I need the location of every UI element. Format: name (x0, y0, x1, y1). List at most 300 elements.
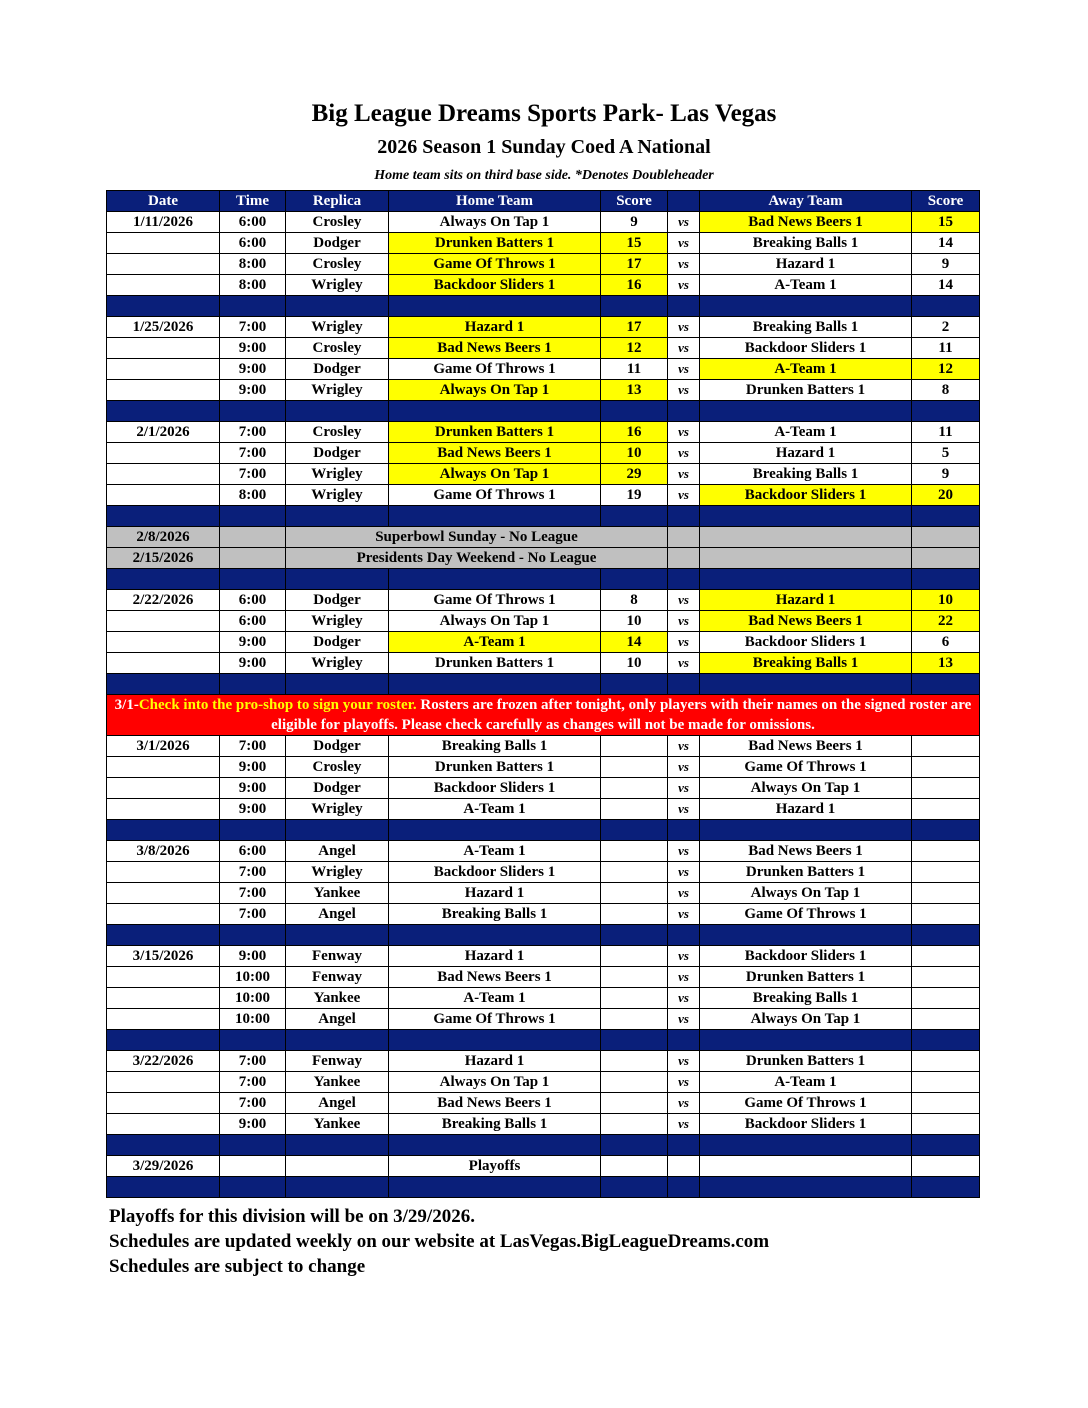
away-team: Backdoor Sliders 1 (700, 485, 912, 506)
vs-label: vs (668, 275, 700, 296)
game-field: Wrigley (286, 380, 389, 401)
away-team: Breaking Balls 1 (700, 464, 912, 485)
away-score: 9 (912, 464, 980, 485)
game-field: Wrigley (286, 485, 389, 506)
separator-cell (700, 569, 912, 590)
away-team: Hazard 1 (700, 590, 912, 611)
game-time: 6:00 (220, 590, 286, 611)
separator-cell (286, 1135, 389, 1156)
home-team: Hazard 1 (389, 317, 601, 338)
home-score: 10 (601, 611, 668, 632)
away-score: 6 (912, 632, 980, 653)
separator-cell (286, 820, 389, 841)
away-team: A-Team 1 (700, 359, 912, 380)
separator-cell (601, 674, 668, 695)
empty-cell (700, 548, 912, 569)
vs-label: vs (668, 212, 700, 233)
game-row (107, 275, 980, 296)
vs-label: vs (668, 464, 700, 485)
separator-cell (389, 1030, 601, 1051)
separator-cell (389, 1177, 601, 1198)
separator-cell (220, 674, 286, 695)
home-team: Hazard 1 (389, 1051, 601, 1072)
vs-label: vs (668, 338, 700, 359)
game-row (107, 778, 980, 799)
vs-label: vs (668, 1072, 700, 1093)
away-team: Bad News Beers 1 (700, 736, 912, 757)
game-field: Dodger (286, 590, 389, 611)
away-team: Always On Tap 1 (700, 778, 912, 799)
game-row (107, 862, 980, 883)
home-team: Hazard 1 (389, 883, 601, 904)
away-score: 15 (912, 212, 980, 233)
home-score (601, 1009, 668, 1030)
separator-row (107, 401, 980, 422)
game-row (107, 485, 980, 506)
separator-cell (286, 1177, 389, 1198)
away-team: Breaking Balls 1 (700, 653, 912, 674)
game-field: Wrigley (286, 464, 389, 485)
empty-cell (912, 527, 980, 548)
game-row (107, 359, 980, 380)
home-score: 16 (601, 422, 668, 443)
vs-label: vs (668, 778, 700, 799)
game-date (107, 1114, 220, 1135)
game-time: 6:00 (220, 233, 286, 254)
vs-label: vs (668, 904, 700, 925)
game-time: 9:00 (220, 799, 286, 820)
vs-label: vs (668, 1009, 700, 1030)
game-date (107, 799, 220, 820)
game-date (107, 988, 220, 1009)
away-team: Game Of Throws 1 (700, 904, 912, 925)
home-score: 13 (601, 380, 668, 401)
game-date: 3/1/2026 (107, 736, 220, 757)
home-team: A-Team 1 (389, 841, 601, 862)
game-date (107, 862, 220, 883)
empty-cell (668, 1156, 700, 1177)
game-row (107, 212, 980, 233)
separator-cell (389, 296, 601, 317)
away-team: Backdoor Sliders 1 (700, 632, 912, 653)
separator-cell (700, 820, 912, 841)
home-team: A-Team 1 (389, 799, 601, 820)
separator-cell (912, 1177, 980, 1198)
separator-row (107, 925, 980, 946)
home-score (601, 862, 668, 883)
away-score: 2 (912, 317, 980, 338)
home-score (601, 946, 668, 967)
away-team: Drunken Batters 1 (700, 862, 912, 883)
game-time: 8:00 (220, 485, 286, 506)
game-field: Crosley (286, 338, 389, 359)
game-field: Yankee (286, 883, 389, 904)
away-score: 22 (912, 611, 980, 632)
away-team: Hazard 1 (700, 443, 912, 464)
empty-cell (668, 548, 700, 569)
separator-cell (912, 401, 980, 422)
no-league-row (107, 548, 980, 569)
away-team: Bad News Beers 1 (700, 841, 912, 862)
game-date: 3/22/2026 (107, 1051, 220, 1072)
game-time: 7:00 (220, 443, 286, 464)
playoffs-row (107, 1156, 980, 1177)
game-date (107, 1093, 220, 1114)
vs-label: vs (668, 317, 700, 338)
empty-cell (700, 1156, 912, 1177)
separator-cell (286, 569, 389, 590)
game-row (107, 464, 980, 485)
separator-cell (668, 401, 700, 422)
home-team: Always On Tap 1 (389, 380, 601, 401)
home-team: Always On Tap 1 (389, 464, 601, 485)
home-team: Game Of Throws 1 (389, 254, 601, 275)
separator-cell (220, 401, 286, 422)
game-row (107, 422, 980, 443)
home-team: Breaking Balls 1 (389, 904, 601, 925)
separator-cell (668, 569, 700, 590)
separator-cell (668, 1135, 700, 1156)
vs-label: vs (668, 632, 700, 653)
separator-cell (107, 1177, 220, 1198)
separator-cell (601, 1135, 668, 1156)
game-row (107, 1114, 980, 1135)
game-time: 9:00 (220, 359, 286, 380)
home-team: Backdoor Sliders 1 (389, 275, 601, 296)
separator-cell (912, 569, 980, 590)
game-row (107, 254, 980, 275)
home-score (601, 967, 668, 988)
separator-cell (700, 1135, 912, 1156)
game-field: Yankee (286, 988, 389, 1009)
home-team: Game Of Throws 1 (389, 485, 601, 506)
separator-cell (107, 401, 220, 422)
separator-cell (912, 674, 980, 695)
game-row (107, 632, 980, 653)
vs-label: vs (668, 380, 700, 401)
away-team: Game Of Throws 1 (700, 1093, 912, 1114)
separator-cell (389, 674, 601, 695)
empty-cell (601, 1156, 668, 1177)
away-team: A-Team 1 (700, 1072, 912, 1093)
vs-label: vs (668, 862, 700, 883)
schedule-table (106, 190, 980, 1198)
separator-cell (700, 401, 912, 422)
away-score (912, 1093, 980, 1114)
game-date (107, 233, 220, 254)
separator-cell (912, 820, 980, 841)
home-team: Drunken Batters 1 (389, 233, 601, 254)
home-team: Bad News Beers 1 (389, 338, 601, 359)
away-score: 11 (912, 338, 980, 359)
game-field: Fenway (286, 967, 389, 988)
empty-cell (286, 1156, 389, 1177)
notice-date: 3/1- (114, 697, 139, 713)
roster-notice-row (107, 695, 980, 736)
separator-cell (668, 674, 700, 695)
game-date (107, 380, 220, 401)
away-score: 8 (912, 380, 980, 401)
home-score (601, 1072, 668, 1093)
home-score: 17 (601, 254, 668, 275)
home-team: Bad News Beers 1 (389, 443, 601, 464)
away-score: 13 (912, 653, 980, 674)
empty-cell (912, 1156, 980, 1177)
game-row (107, 653, 980, 674)
away-team: A-Team 1 (700, 422, 912, 443)
separator-cell (286, 506, 389, 527)
game-time: 7:00 (220, 422, 286, 443)
away-team: Game Of Throws 1 (700, 757, 912, 778)
empty-cell (700, 527, 912, 548)
header-row (107, 191, 980, 212)
separator-cell (286, 296, 389, 317)
vs-label: vs (668, 485, 700, 506)
game-time: 6:00 (220, 611, 286, 632)
game-date (107, 883, 220, 904)
game-date: 3/15/2026 (107, 946, 220, 967)
home-team: A-Team 1 (389, 988, 601, 1009)
roster-notice (107, 695, 980, 736)
vs-label: vs (668, 233, 700, 254)
separator-row (107, 1030, 980, 1051)
home-score (601, 736, 668, 757)
home-team: Always On Tap 1 (389, 611, 601, 632)
game-row (107, 338, 980, 359)
empty-cell (912, 548, 980, 569)
away-team: A-Team 1 (700, 275, 912, 296)
away-team: Hazard 1 (700, 799, 912, 820)
game-date: 1/25/2026 (107, 317, 220, 338)
empty-cell (220, 548, 286, 569)
game-row (107, 883, 980, 904)
game-field: Yankee (286, 1114, 389, 1135)
separator-cell (107, 1030, 220, 1051)
home-team: Game Of Throws 1 (389, 359, 601, 380)
away-score (912, 736, 980, 757)
away-score (912, 1072, 980, 1093)
vs-label: vs (668, 757, 700, 778)
separator-cell (220, 506, 286, 527)
game-field: Dodger (286, 736, 389, 757)
separator-cell (389, 569, 601, 590)
away-team: Drunken Batters 1 (700, 1051, 912, 1072)
away-team: Backdoor Sliders 1 (700, 338, 912, 359)
vs-label: vs (668, 841, 700, 862)
game-date (107, 1072, 220, 1093)
separator-cell (286, 1030, 389, 1051)
home-score (601, 1114, 668, 1135)
game-field: Crosley (286, 254, 389, 275)
game-time: 7:00 (220, 1051, 286, 1072)
separator-cell (668, 1030, 700, 1051)
schedule-body (107, 212, 980, 1198)
separator-cell (389, 401, 601, 422)
separator-cell (601, 569, 668, 590)
no-league-text: Presidents Day Weekend - No League (286, 548, 668, 569)
game-row (107, 799, 980, 820)
separator-cell (912, 1030, 980, 1051)
game-date (107, 338, 220, 359)
separator-cell (601, 401, 668, 422)
home-score: 17 (601, 317, 668, 338)
home-team: A-Team 1 (389, 632, 601, 653)
away-score (912, 1114, 980, 1135)
away-score: 14 (912, 275, 980, 296)
separator-cell (700, 674, 912, 695)
game-date: 3/8/2026 (107, 841, 220, 862)
separator-row (107, 1177, 980, 1198)
separator-cell (107, 296, 220, 317)
game-time: 7:00 (220, 1093, 286, 1114)
vs-label: vs (668, 359, 700, 380)
empty-cell (220, 1156, 286, 1177)
game-row (107, 988, 980, 1009)
separator-cell (389, 1135, 601, 1156)
vs-label: vs (668, 422, 700, 443)
separator-cell (601, 925, 668, 946)
home-score: 12 (601, 338, 668, 359)
game-field: Dodger (286, 632, 389, 653)
vs-label: vs (668, 590, 700, 611)
separator-cell (668, 925, 700, 946)
game-date (107, 359, 220, 380)
game-time: 7:00 (220, 736, 286, 757)
separator-cell (668, 1177, 700, 1198)
separator-row (107, 674, 980, 695)
game-field: Wrigley (286, 862, 389, 883)
game-date (107, 967, 220, 988)
game-row (107, 611, 980, 632)
away-score (912, 883, 980, 904)
game-time: 9:00 (220, 1114, 286, 1135)
home-team: Breaking Balls 1 (389, 736, 601, 757)
game-row (107, 967, 980, 988)
away-team: Breaking Balls 1 (700, 233, 912, 254)
game-time: 8:00 (220, 275, 286, 296)
game-row (107, 380, 980, 401)
game-time: 8:00 (220, 254, 286, 275)
game-time: 6:00 (220, 841, 286, 862)
home-score (601, 778, 668, 799)
separator-row (107, 296, 980, 317)
away-score: 10 (912, 590, 980, 611)
separator-cell (389, 506, 601, 527)
game-date (107, 757, 220, 778)
home-score: 11 (601, 359, 668, 380)
no-league-date: 2/15/2026 (107, 548, 220, 569)
game-row (107, 443, 980, 464)
away-team: Breaking Balls 1 (700, 317, 912, 338)
home-score: 9 (601, 212, 668, 233)
game-field: Dodger (286, 443, 389, 464)
game-time: 9:00 (220, 946, 286, 967)
separator-cell (700, 296, 912, 317)
game-date (107, 653, 220, 674)
home-team: Drunken Batters 1 (389, 653, 601, 674)
separator-cell (700, 506, 912, 527)
game-field: Wrigley (286, 799, 389, 820)
game-time: 9:00 (220, 653, 286, 674)
away-team: Drunken Batters 1 (700, 380, 912, 401)
game-time: 7:00 (220, 862, 286, 883)
away-team: Bad News Beers 1 (700, 212, 912, 233)
no-league-row (107, 527, 980, 548)
game-date (107, 443, 220, 464)
separator-cell (912, 1135, 980, 1156)
game-row (107, 904, 980, 925)
header-home-team: Home Team (389, 191, 601, 212)
game-row (107, 946, 980, 967)
header-time: Time (220, 191, 286, 212)
game-row (107, 757, 980, 778)
game-row (107, 1072, 980, 1093)
game-field: Wrigley (286, 317, 389, 338)
separator-cell (700, 1177, 912, 1198)
home-team: Bad News Beers 1 (389, 1093, 601, 1114)
header-away-team: Away Team (700, 191, 912, 212)
game-row (107, 841, 980, 862)
game-field: Angel (286, 1009, 389, 1030)
game-field: Dodger (286, 359, 389, 380)
game-field: Angel (286, 1093, 389, 1114)
separator-cell (220, 1030, 286, 1051)
home-score (601, 841, 668, 862)
game-field: Crosley (286, 422, 389, 443)
vs-label: vs (668, 611, 700, 632)
separator-cell (107, 506, 220, 527)
game-date (107, 904, 220, 925)
game-row (107, 317, 980, 338)
game-time: 10:00 (220, 967, 286, 988)
away-score: 9 (912, 254, 980, 275)
separator-cell (286, 925, 389, 946)
vs-label: vs (668, 736, 700, 757)
away-score (912, 778, 980, 799)
home-score (601, 757, 668, 778)
header-date: Date (107, 191, 220, 212)
page-subtitle: 2026 Season 1 Sunday Coed A National (377, 136, 711, 158)
home-score: 14 (601, 632, 668, 653)
separator-cell (601, 820, 668, 841)
game-date: 1/11/2026 (107, 212, 220, 233)
notice-highlight: Check into the pro-shop to sign your roster. (138, 697, 417, 713)
game-field: Dodger (286, 778, 389, 799)
game-field: Yankee (286, 1072, 389, 1093)
footer-line-2: Schedules are updated weekly on our website at LasVegas.BigLeagueDreams.com (109, 1231, 770, 1252)
away-score: 5 (912, 443, 980, 464)
game-row (107, 736, 980, 757)
away-score (912, 757, 980, 778)
separator-cell (912, 925, 980, 946)
away-score (912, 1051, 980, 1072)
no-league-date: 2/8/2026 (107, 527, 220, 548)
separator-cell (286, 674, 389, 695)
game-date (107, 778, 220, 799)
vs-label: vs (668, 883, 700, 904)
header-home-score: Score (601, 191, 668, 212)
game-date (107, 1009, 220, 1030)
separator-cell (107, 674, 220, 695)
home-team: Game Of Throws 1 (389, 590, 601, 611)
game-field: Crosley (286, 757, 389, 778)
footer-line-3: Schedules are subject to change (109, 1256, 366, 1277)
game-time: 6:00 (220, 212, 286, 233)
playoffs-date: 3/29/2026 (107, 1156, 220, 1177)
page-title: Big League Dreams Sports Park- Las Vegas (311, 100, 777, 127)
header-replica: Replica (286, 191, 389, 212)
home-score: 10 (601, 653, 668, 674)
